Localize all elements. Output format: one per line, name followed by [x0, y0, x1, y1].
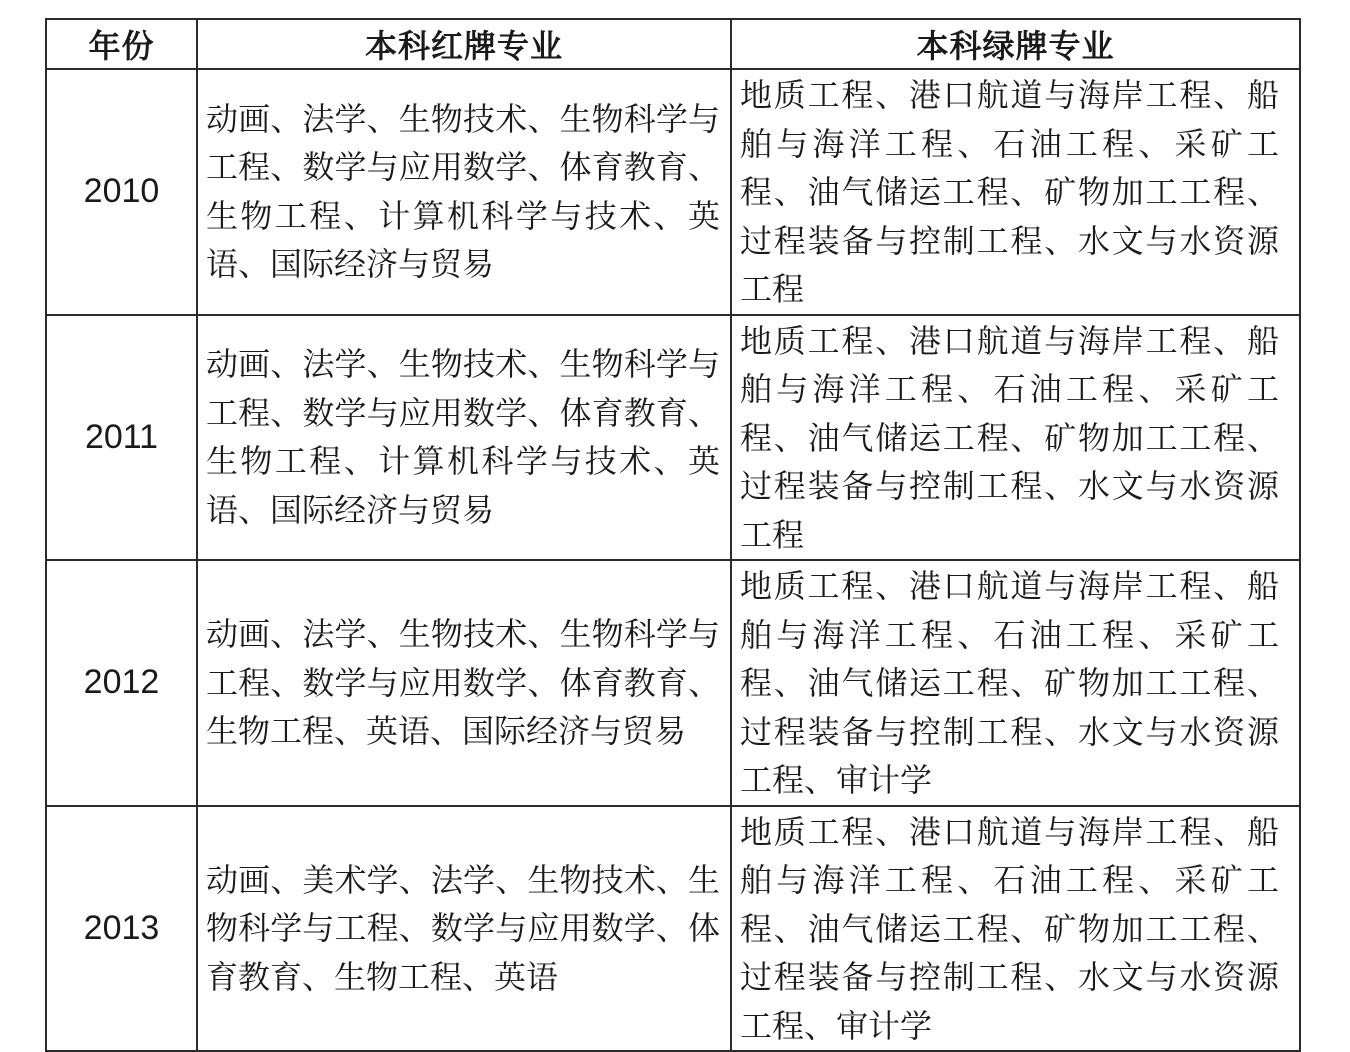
table-row: [46, 806, 1300, 1052]
red-majors-text: 动画、法学、生物技术、生物科学与工程、数学与应用数学、体育教育、生物工程、计算机科学与技术、英语、国际经济与贸易: [206, 345, 720, 529]
table-row: [46, 560, 1300, 806]
year-cell: 2010: [46, 69, 197, 315]
red-majors-cell: [197, 560, 731, 806]
header-green-majors: 本科绿牌专业: [731, 19, 1300, 69]
red-majors-cell: [197, 806, 731, 1052]
green-majors-text: 地质工程、港口航道与海岸工程、船舶与海洋工程、石油工程、采矿工程、油气储运工程、矿物加工工程、过程装备与控制工程、水文与水资源工程: [740, 321, 1279, 554]
green-majors-cell: [731, 69, 1300, 315]
green-majors-cell: [731, 806, 1300, 1052]
green-majors-text: 地质工程、港口航道与海岸工程、船舶与海洋工程、石油工程、采矿工程、油气储运工程、矿物加工工程、过程装备与控制工程、水文与水资源工程、审计学: [740, 567, 1279, 799]
green-majors-text: 地质工程、港口航道与海岸工程、船舶与海洋工程、石油工程、采矿工程、油气储运工程、矿物加工工程、过程装备与控制工程、水文与水资源工程: [740, 76, 1279, 308]
green-majors-text: 地质工程、港口航道与海岸工程、船舶与海洋工程、石油工程、采矿工程、油气储运工程、矿物加工工程、过程装备与控制工程、水文与水资源工程、审计学: [740, 812, 1279, 1045]
year-cell: 2012: [46, 560, 197, 806]
red-majors-text: 动画、美术学、法学、生物技术、生物科学与工程、数学与应用数学、体育教育、生物工程、英语: [206, 860, 720, 996]
table-row: [46, 69, 1300, 315]
green-majors-cell: [731, 560, 1300, 806]
red-majors-text: 动画、法学、生物技术、生物科学与工程、数学与应用数学、体育教育、生物工程、计算机科学与技术、英语、国际经济与贸易: [206, 99, 720, 284]
year-cell: 2011: [46, 315, 197, 561]
majors-table-container: [45, 18, 1299, 1052]
table-row: [46, 315, 1300, 561]
header-year: 年份: [46, 19, 197, 69]
majors-table: [45, 18, 1301, 1052]
red-majors-text: 动画、法学、生物技术、生物科学与工程、数学与应用数学、体育教育、生物工程、英语、国际经济与贸易: [206, 615, 720, 750]
green-majors-cell: [731, 315, 1300, 561]
year-cell: 2013: [46, 806, 197, 1052]
header-red-majors: 本科红牌专业: [197, 19, 731, 69]
red-majors-cell: [197, 315, 731, 561]
red-majors-cell: [197, 69, 731, 315]
table-header-row: [46, 19, 1300, 69]
